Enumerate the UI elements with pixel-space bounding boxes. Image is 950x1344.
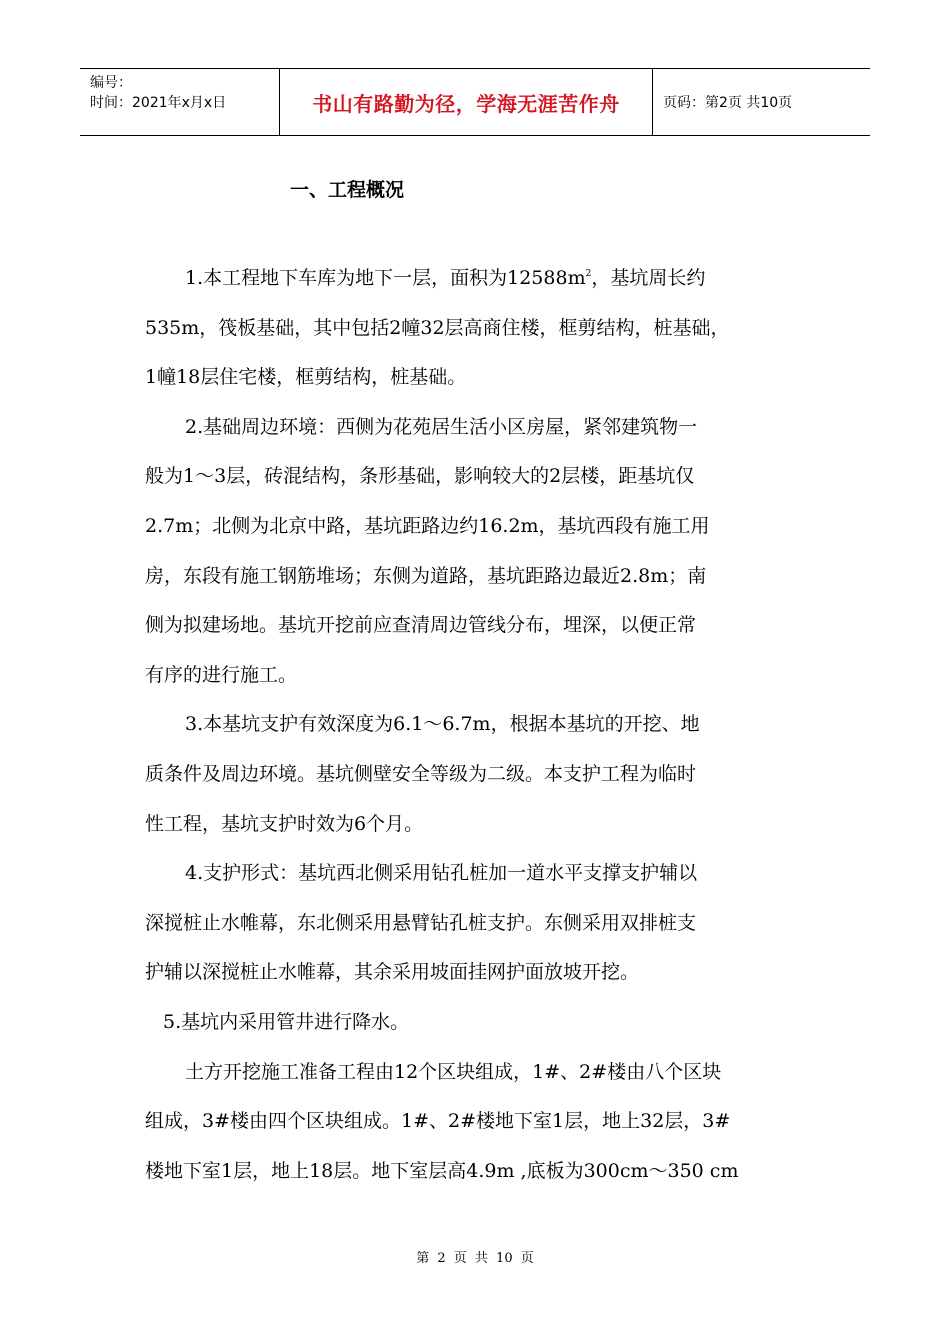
paragraph-2-line-3: 2.7m；北侧为北京中路，基坑距路边约16.2m，基坑西段有施工用 (145, 514, 710, 537)
number-label: 编号： (90, 75, 132, 91)
paragraph-6-line-3: 楼地下室1层，地上18层。地下室层高4.9m ,底板为300cm～350 cm (145, 1159, 739, 1182)
time-label: 时间：2021年x月x日 (90, 95, 227, 111)
body-text (145, 258, 810, 1200)
p1-text-a: 1.本工程地下车库为地下一层，面积为12588m (185, 267, 586, 289)
header-page-info (653, 69, 870, 135)
motto-text: 书山有路勤为径，学海无涯苦作舟 (312, 91, 620, 116)
paragraph-3-line-3: 性工程，基坑支护时效为6个月。 (145, 812, 424, 835)
paragraph-2-line-1: 2.基础周边环境：西侧为花苑居生活小区房屋，紧邻建筑物一 (185, 415, 698, 438)
paragraph-4-line-3: 护辅以深搅桩止水帷幕，其余采用坡面挂网护面放坡开挖。 (145, 961, 640, 984)
p1-text-b: ，基坑周长约 (591, 267, 706, 289)
paragraph-3-line-2: 质条件及周边环境。基坑侧壁安全等级为二级。本支护工程为临时 (145, 762, 697, 785)
header-meta (80, 69, 280, 135)
page-footer: 第 2 页 共 10 页 (416, 1251, 534, 1266)
paragraph-3-line-1: 3.本基坑支护有效深度为6.1～6.7m，根据本基坑的开挖、地 (185, 713, 700, 736)
section-title: 一、工程概况 (290, 179, 405, 201)
paragraph-4-line-2: 深搅桩止水帷幕，东北侧采用悬臂钻孔桩支护。东侧采用双排桩支 (145, 911, 697, 934)
page-header (80, 68, 870, 136)
paragraph-2-line-5: 侧为拟建场地。基坑开挖前应查清周边管线分布，埋深，以便正常 (145, 614, 697, 637)
p1-superscript: 2 (585, 269, 592, 279)
paragraph-5-line-1: 5.基坑内采用管井进行降水。 (163, 1010, 410, 1033)
paragraph-2-line-2: 般为1～3层，砖混结构，条形基础，影响较大的2层楼，距基坑仅 (145, 465, 695, 488)
paragraph-1-line-1 (145, 258, 810, 308)
paragraph-1-line-3: 1幢18层住宅楼，框剪结构，桩基础。 (145, 366, 467, 389)
page-info-text: 页码：第2页 共10页 (663, 95, 793, 111)
paragraph-4-line-1: 4.支护形式：基坑西北侧采用钻孔桩加一道水平支撑支护辅以 (185, 862, 698, 885)
paragraph-6-line-2: 组成，3#楼由四个区块组成。1#、2#楼地下室1层，地上32层，3# (145, 1110, 731, 1133)
header-motto (280, 69, 653, 135)
paragraph-6-line-1: 土方开挖施工准备工程由12个区块组成，1#、2#楼由八个区块 (185, 1060, 722, 1083)
paragraph-2-line-6: 有序的进行施工。 (145, 663, 298, 686)
paragraph-1-line-2: 535m，筏板基础，其中包括2幢32层高商住楼，框剪结构，桩基础， (145, 316, 730, 339)
paragraph-2-line-4: 房，东段有施工钢筋堆场；东侧为道路，基坑距路边最近2.8m；南 (145, 564, 707, 587)
